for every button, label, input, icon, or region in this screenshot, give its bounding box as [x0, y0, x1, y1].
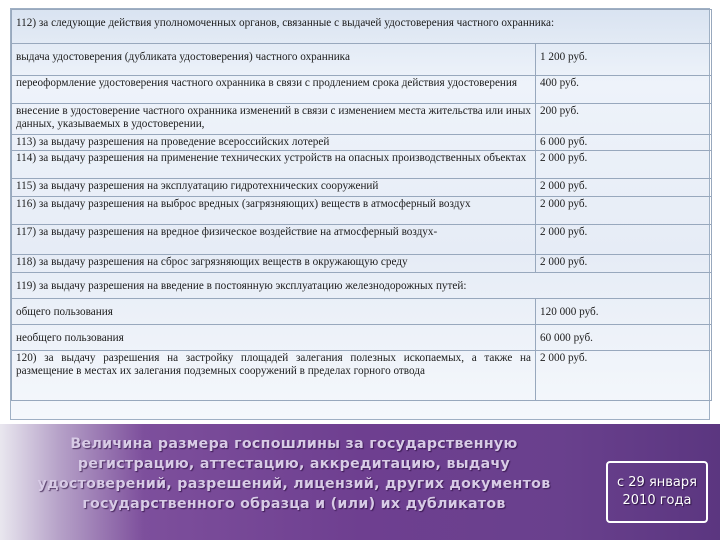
row-text: 120) за выдачу разрешения на застройку площадей залегания полезных ископаемых, а также на размещение в местах их залегания подземных сооружений в пределах горного отвода: [12, 351, 536, 401]
table-row: [12, 10, 712, 44]
table-row: [12, 273, 712, 299]
row-text: общего пользования: [12, 299, 536, 325]
row-text: внесение в удостоверение частного охранника изменений в связи с изменением места жительства или иных данных, указываемых в удостоверении,: [12, 104, 536, 135]
row-price: 2 000 руб.: [536, 225, 712, 255]
banner-title: Величина размера госпошлины за государственную регистрацию, аттестацию, аккредитацию, выдачу удостоверений, разрешений, лицензий, других документов государственного образца и (или) их дубликатов: [37, 436, 551, 512]
row-text: выдача удостоверения (дубликата удостоверения) частного охранника: [12, 44, 536, 76]
table-row: [12, 299, 712, 325]
table-row: [12, 197, 712, 225]
row-price: 2 000 руб.: [536, 255, 712, 273]
row-price: 60 000 руб.: [536, 325, 712, 351]
row-text: необщего пользования: [12, 325, 536, 351]
section-header-112: 112) за следующие действия уполномоченных органов, связанные с выдачей удостоверения частного охранника:: [12, 10, 712, 44]
row-text: 115) за выдачу разрешения на эксплуатацию гидротехнических сооружений: [12, 179, 536, 197]
row-price: 6 000 руб.: [536, 135, 712, 151]
row-price: 2 000 руб.: [536, 179, 712, 197]
row-text: переоформление удостоверения частного охранника в связи с продлением срока действия удостоверения: [12, 76, 536, 104]
table-row: [12, 225, 712, 255]
row-price: 120 000 руб.: [536, 299, 712, 325]
table-row: [12, 351, 712, 401]
table-row: [12, 179, 712, 197]
row-price: 2 000 руб.: [536, 351, 712, 401]
fee-table: [11, 9, 712, 401]
table-row: [12, 325, 712, 351]
row-text: 116) за выдачу разрешения на выброс вредных (загрязняющих) веществ в атмосферный воздух: [12, 197, 536, 225]
table-row: [12, 151, 712, 179]
row-text: 113) за выдачу разрешения на проведение всероссийских лотерей: [12, 135, 536, 151]
row-price: 400 руб.: [536, 76, 712, 104]
table-row: [12, 255, 712, 273]
table-row: [12, 135, 712, 151]
row-price: 2 000 руб.: [536, 151, 712, 179]
effective-date-badge: с 29 января 2010 года: [606, 461, 708, 523]
row-price: 1 200 руб.: [536, 44, 712, 76]
row-price: 200 руб.: [536, 104, 712, 135]
table-row: [12, 104, 712, 135]
row-text: 118) за выдачу разрешения на сброс загрязняющих веществ в окружающую среду: [12, 255, 536, 273]
row-price: 2 000 руб.: [536, 197, 712, 225]
row-text: 117) за выдачу разрешения на вредное физическое воздействие на атмосферный воздух-: [12, 225, 536, 255]
table-row: [12, 76, 712, 104]
fee-table-panel: [10, 8, 710, 420]
row-text: 114) за выдачу разрешения на применение технических устройств на опасных производственных объектах: [12, 151, 536, 179]
section-header-119: 119) за выдачу разрешения на введение в постоянную эксплуатацию железнодорожных путей:: [12, 273, 712, 299]
table-row: [12, 44, 712, 76]
